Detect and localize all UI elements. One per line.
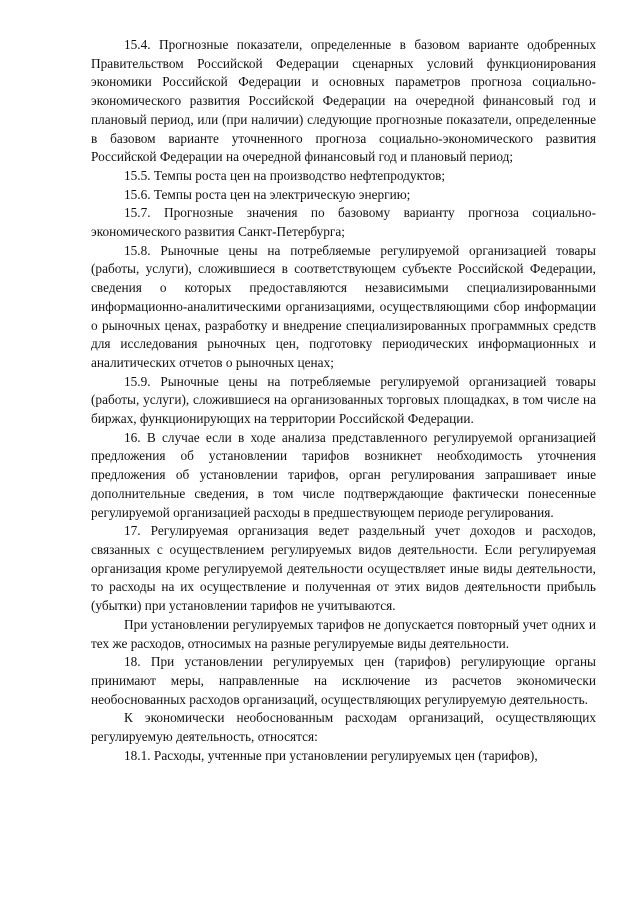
paragraph-15-9: 15.9. Рыночные цены на потребляемые регулируемой организацией товары (работы, услуги), сложившиеся на организованных торговых площадках, в том числе на биржах, функционирующих на территории Российской Федерации.: [91, 373, 596, 427]
paragraph-15-7: 15.7. Прогнозные значения по базовому варианту прогноза социально-экономического развития Санкт-Петербурга;: [91, 205, 596, 240]
paragraph-15-8: 15.8. Рыночные цены на потребляемые регулируемой организацией товары (работы, услуги), сложившиеся в соответствующем субъекте Российской Федерации, сведения о которых предоставляются независимыми специализированными информационно-аналитическими организациями, осуществляющими сбор информации о рыночных ценах, разработку и внедрение специализированных программных средств для исследования рыночных цен, подготовку периодических информационных и аналитических отчетов о рыночных ценах;: [91, 242, 596, 370]
paragraph-17-continued: При установлении регулируемых тарифов не допускается повторный учет одних и тех же расходов, относимых на разные регулируемые виды деятельности.: [91, 616, 596, 651]
paragraph-15-6: 15.6. Темпы роста цен на электрическую энергию;: [124, 186, 411, 202]
paragraph-15-4: 15.4. Прогнозные показатели, определенные в базовом варианте одобренных Правительством Российской Федерации сценарных условий функционирования экономики Российской Федерации и основных параметров прогноза социально-экономического развития Российской Федерации на очередной финансовый год и плановый период, или (при наличии) следующие прогнозные показатели, определенные в базовом варианте уточненного прогноза социально-экономического развития Российской Федерации на очередной финансовый год и плановый период;: [91, 37, 596, 165]
paragraph-18-intro: К экономически необоснованным расходам организаций, осуществляющих регулируемую деятельность, относятся:: [91, 710, 596, 745]
paragraph-17: 17. Регулируемая организация ведет раздельный учет доходов и расходов, связанных с осуществлением регулируемых видов деятельности. Если регулируемая организация кроме регулируемой деятельности осуществляет иные виды деятельности, то расходы на их осуществление и полученная от этих видов деятельности прибыль (убытки) при установлении тарифов не учитываются.: [91, 523, 596, 614]
paragraph-18-1: 18.1. Расходы, учтенные при установлении регулируемых цен (тарифов),: [124, 747, 538, 763]
document-page: [91, 36, 596, 765]
paragraph-15-5: 15.5. Темпы роста цен на производство нефтепродуктов;: [124, 167, 446, 183]
paragraph-18: 18. При установлении регулируемых цен (тарифов) регулирующие органы принимают меры, направленные на исключение из расчетов экономически необоснованных расходов организаций, осуществляющих регулируемую деятельность.: [91, 654, 596, 707]
paragraph-16: 16. В случае если в ходе анализа представленного регулируемой организацией предложения об установлении тарифов возникнет необходимость уточнения предложения об установлении тарифов, орган регулирования запрашивает иные дополнительные сведения, в том числе подтверждающие фактически понесенные регулируемой организацией расходы в предшествующем периоде регулирования.: [91, 429, 596, 520]
